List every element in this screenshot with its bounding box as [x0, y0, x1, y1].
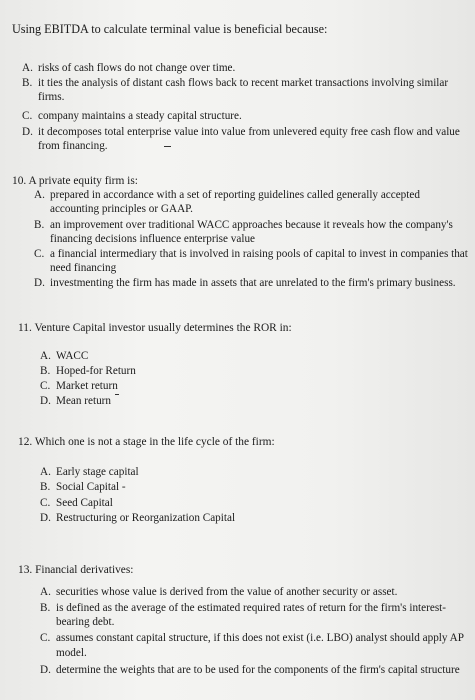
option-letter: B. — [40, 365, 51, 377]
option-text: a financial intermediary that is involved in raising pools of capital to invest in companies that need financing — [50, 248, 468, 274]
option-text: risks of cash flows do not change over time. — [38, 62, 236, 74]
question-13: 13. Financial derivatives: — [18, 564, 134, 576]
option-text: Mean return — [56, 395, 111, 407]
option-text: it ties the analysis of distant cash flows back to recent market transactions involving similar firms. — [38, 77, 449, 103]
option-letter: D. — [40, 664, 51, 676]
q13-option-d — [40, 663, 475, 677]
option-letter: A. — [34, 189, 45, 201]
option-letter: A. — [40, 466, 51, 478]
q13-option-c — [40, 631, 475, 645]
option-text: investmenting the firm has made in assets that are unrelated to the firm's primary business. — [50, 277, 456, 289]
option-text: company maintains a steady capital structure. — [38, 110, 242, 122]
option-letter: D. — [40, 512, 51, 524]
option-letter: B. — [34, 219, 45, 231]
option-letter: A. — [40, 586, 51, 598]
option-letter: B. — [40, 602, 51, 614]
q13-option-c-continued — [56, 646, 87, 660]
intro-option-d — [22, 125, 462, 153]
q12-option-b — [40, 480, 126, 494]
option-letter: D. — [40, 395, 51, 407]
q11-option-c — [40, 379, 118, 393]
option-letter: A. — [22, 62, 33, 74]
q12-option-a — [40, 465, 139, 479]
option-text: it decomposes total enterprise value into value from unlevered equity free cash flow and value from financing. — [38, 126, 460, 152]
q12-option-d — [40, 511, 235, 525]
option-letter: D. — [22, 126, 33, 138]
option-letter: B. — [40, 481, 51, 493]
intro-option-c — [22, 109, 462, 123]
option-letter: C. — [34, 248, 45, 260]
q11-option-a — [40, 349, 88, 363]
q13-option-a — [40, 585, 470, 599]
option-text: prepared in accordance with a set of reporting guidelines called generally accepted accounting principles or GAAP. — [50, 189, 420, 215]
question-10: 10. A private equity firm is: — [12, 175, 138, 187]
q11-option-b — [40, 364, 136, 378]
question-11: 11. Venture Capital investor usually determines the ROR in: — [18, 322, 292, 334]
pen-mark — [115, 394, 119, 395]
option-text: assumes constant capital structure, if this does not exist (i.e. LBO) analyst should apply AP — [56, 632, 464, 644]
option-letter: C. — [22, 110, 33, 122]
option-text: securities whose value is derived from the value of another security or asset. — [56, 586, 398, 598]
option-text: Seed Capital — [56, 497, 113, 509]
option-letter: C. — [40, 380, 51, 392]
option-text: an improvement over traditional WACC approaches because it reveals how the company's financing decisions influence enterprise value — [50, 219, 453, 245]
q10-option-a — [34, 188, 464, 216]
option-letter: B. — [22, 77, 33, 89]
option-text: model. — [56, 647, 87, 659]
option-text: determine the weights that are to be used for the components of the firm's capital structure — [56, 664, 460, 676]
pen-mark — [164, 146, 171, 147]
intro-option-b — [22, 76, 472, 104]
q13-option-b — [40, 601, 465, 629]
option-text: Market return — [56, 380, 118, 392]
option-letter: A. — [40, 350, 51, 362]
q10-option-c — [34, 247, 474, 275]
option-text: is defined as the average of the estimated required rates of return for the firm's interest-bearing debt. — [56, 602, 447, 628]
option-letter: C. — [40, 497, 51, 509]
q12-option-c — [40, 496, 113, 510]
option-text: Early stage capital — [56, 466, 139, 478]
question-12: 12. Which one is not a stage in the life cycle of the firm: — [18, 436, 275, 448]
option-letter: D. — [34, 277, 45, 289]
q10-option-d — [34, 276, 474, 290]
intro-option-a — [22, 61, 462, 75]
option-text: Restructuring or Reorganization Capital — [56, 512, 236, 524]
q11-option-d — [40, 394, 119, 408]
intro-question: Using EBITDA to calculate terminal value is beneficial because: — [12, 22, 328, 36]
option-text: Hoped-for Return — [56, 365, 136, 377]
option-text: Social Capital - — [56, 481, 126, 493]
option-text: WACC — [56, 350, 89, 362]
q10-option-b — [34, 218, 464, 246]
option-letter: C. — [40, 632, 51, 644]
